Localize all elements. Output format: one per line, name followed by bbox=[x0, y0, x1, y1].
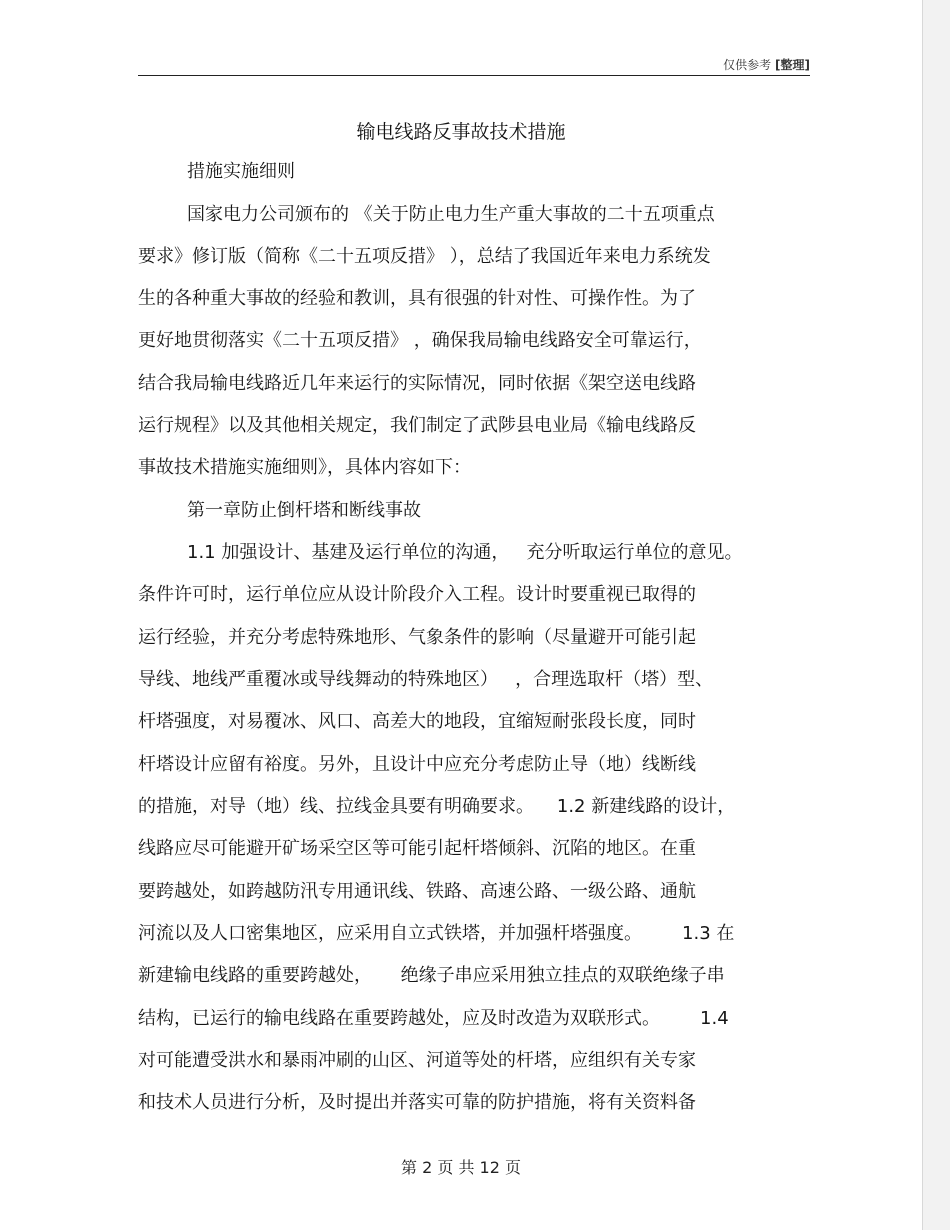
paragraph-line: 事故技术措施实施细则》，具体内容如下： bbox=[138, 457, 471, 478]
paragraph-line: 对可能遭受洪水和暴雨冲刷的山区、河道等处的杆塔，应组织有关专家 bbox=[138, 1050, 696, 1071]
header-tag: [整理] bbox=[775, 58, 810, 72]
page-header bbox=[723, 56, 810, 73]
paragraph-line: 运行经验，并充分考虑特殊地形、气象条件的影响（尽量避开可能引起 bbox=[138, 627, 696, 648]
paragraph-line: 更好地贯彻落实《二十五项反措》 ，确保我局输电线路安全可靠运行， bbox=[138, 330, 702, 351]
paragraph-line: 条件许可时，运行单位应从设计阶段介入工程。设计时要重视已取得的 bbox=[138, 584, 696, 605]
paragraph-line: 杆塔强度，对易覆冰、风口、高差大的地段，宜缩短耐张段长度，同时 bbox=[138, 711, 696, 732]
paragraph-line: 线路应尽可能避开矿场采空区等可能引起杆塔倾斜、沉陷的地区。在重 bbox=[138, 838, 696, 859]
section-heading: 措施实施细则 bbox=[187, 161, 295, 182]
paragraph-line: 要求》修订版（简称《二十五项反措》 ），总结了我国近年来电力系统发 bbox=[138, 246, 711, 267]
paragraph-line: 结构，已运行的输电线路在重要跨越处，应及时改造为双联形式。 1.4 bbox=[138, 1008, 729, 1029]
paragraph-line: 导线、地线严重覆冰或导线舞动的特殊地区） ，合理选取杆（塔）型、 bbox=[138, 669, 714, 690]
header-rule bbox=[138, 75, 810, 76]
paragraph-line: 运行规程》以及其他相关规定，我们制定了武陟县电业局《输电线路反 bbox=[138, 415, 696, 436]
paragraph-line: 新建输电线路的重要跨越处， 绝缘子串应采用独立挂点的双联绝缘子串 bbox=[138, 965, 725, 986]
paragraph-line: 杆塔设计应留有裕度。另外，且设计中应充分考虑防止导（地）线断线 bbox=[138, 754, 696, 775]
paragraph-line: 要跨越处，如跨越防汛专用通讯线、铁路、高速公路、一级公路、通航 bbox=[138, 881, 696, 902]
paragraph-line: 结合我局输电线路近几年来运行的实际情况，同时依据《架空送电线路 bbox=[138, 373, 696, 394]
paragraph-line: 的措施，对导（地）线、拉线金具要有明确要求。 1.2 新建线路的设计， bbox=[138, 796, 736, 817]
paragraph-line: 河流以及人口密集地区，应采用自立式铁塔，并加强杆塔强度。 1.3 在 bbox=[138, 923, 735, 944]
chapter-heading: 第一章防止倒杆塔和断线事故 bbox=[187, 500, 421, 521]
paragraph-line: 生的各种重大事故的经验和教训，具有很强的针对性、可操作性。为了 bbox=[138, 288, 696, 309]
paragraph-line: 国家电力公司颁布的 《关于防止电力生产重大事故的二十五项重点 bbox=[187, 204, 715, 225]
paragraph-line: 和技术人员进行分析，及时提出并落实可靠的防护措施，将有关资料备 bbox=[138, 1092, 696, 1113]
page-footer: 第 2 页 共 12 页 bbox=[401, 1158, 521, 1177]
document-title: 输电线路反事故技术措施 bbox=[356, 121, 566, 143]
paragraph-line: 1.1 加强设计、基建及运行单位的沟通， 充分听取运行单位的意见。 bbox=[187, 542, 743, 563]
header-label: 仅供参考 bbox=[723, 58, 772, 72]
